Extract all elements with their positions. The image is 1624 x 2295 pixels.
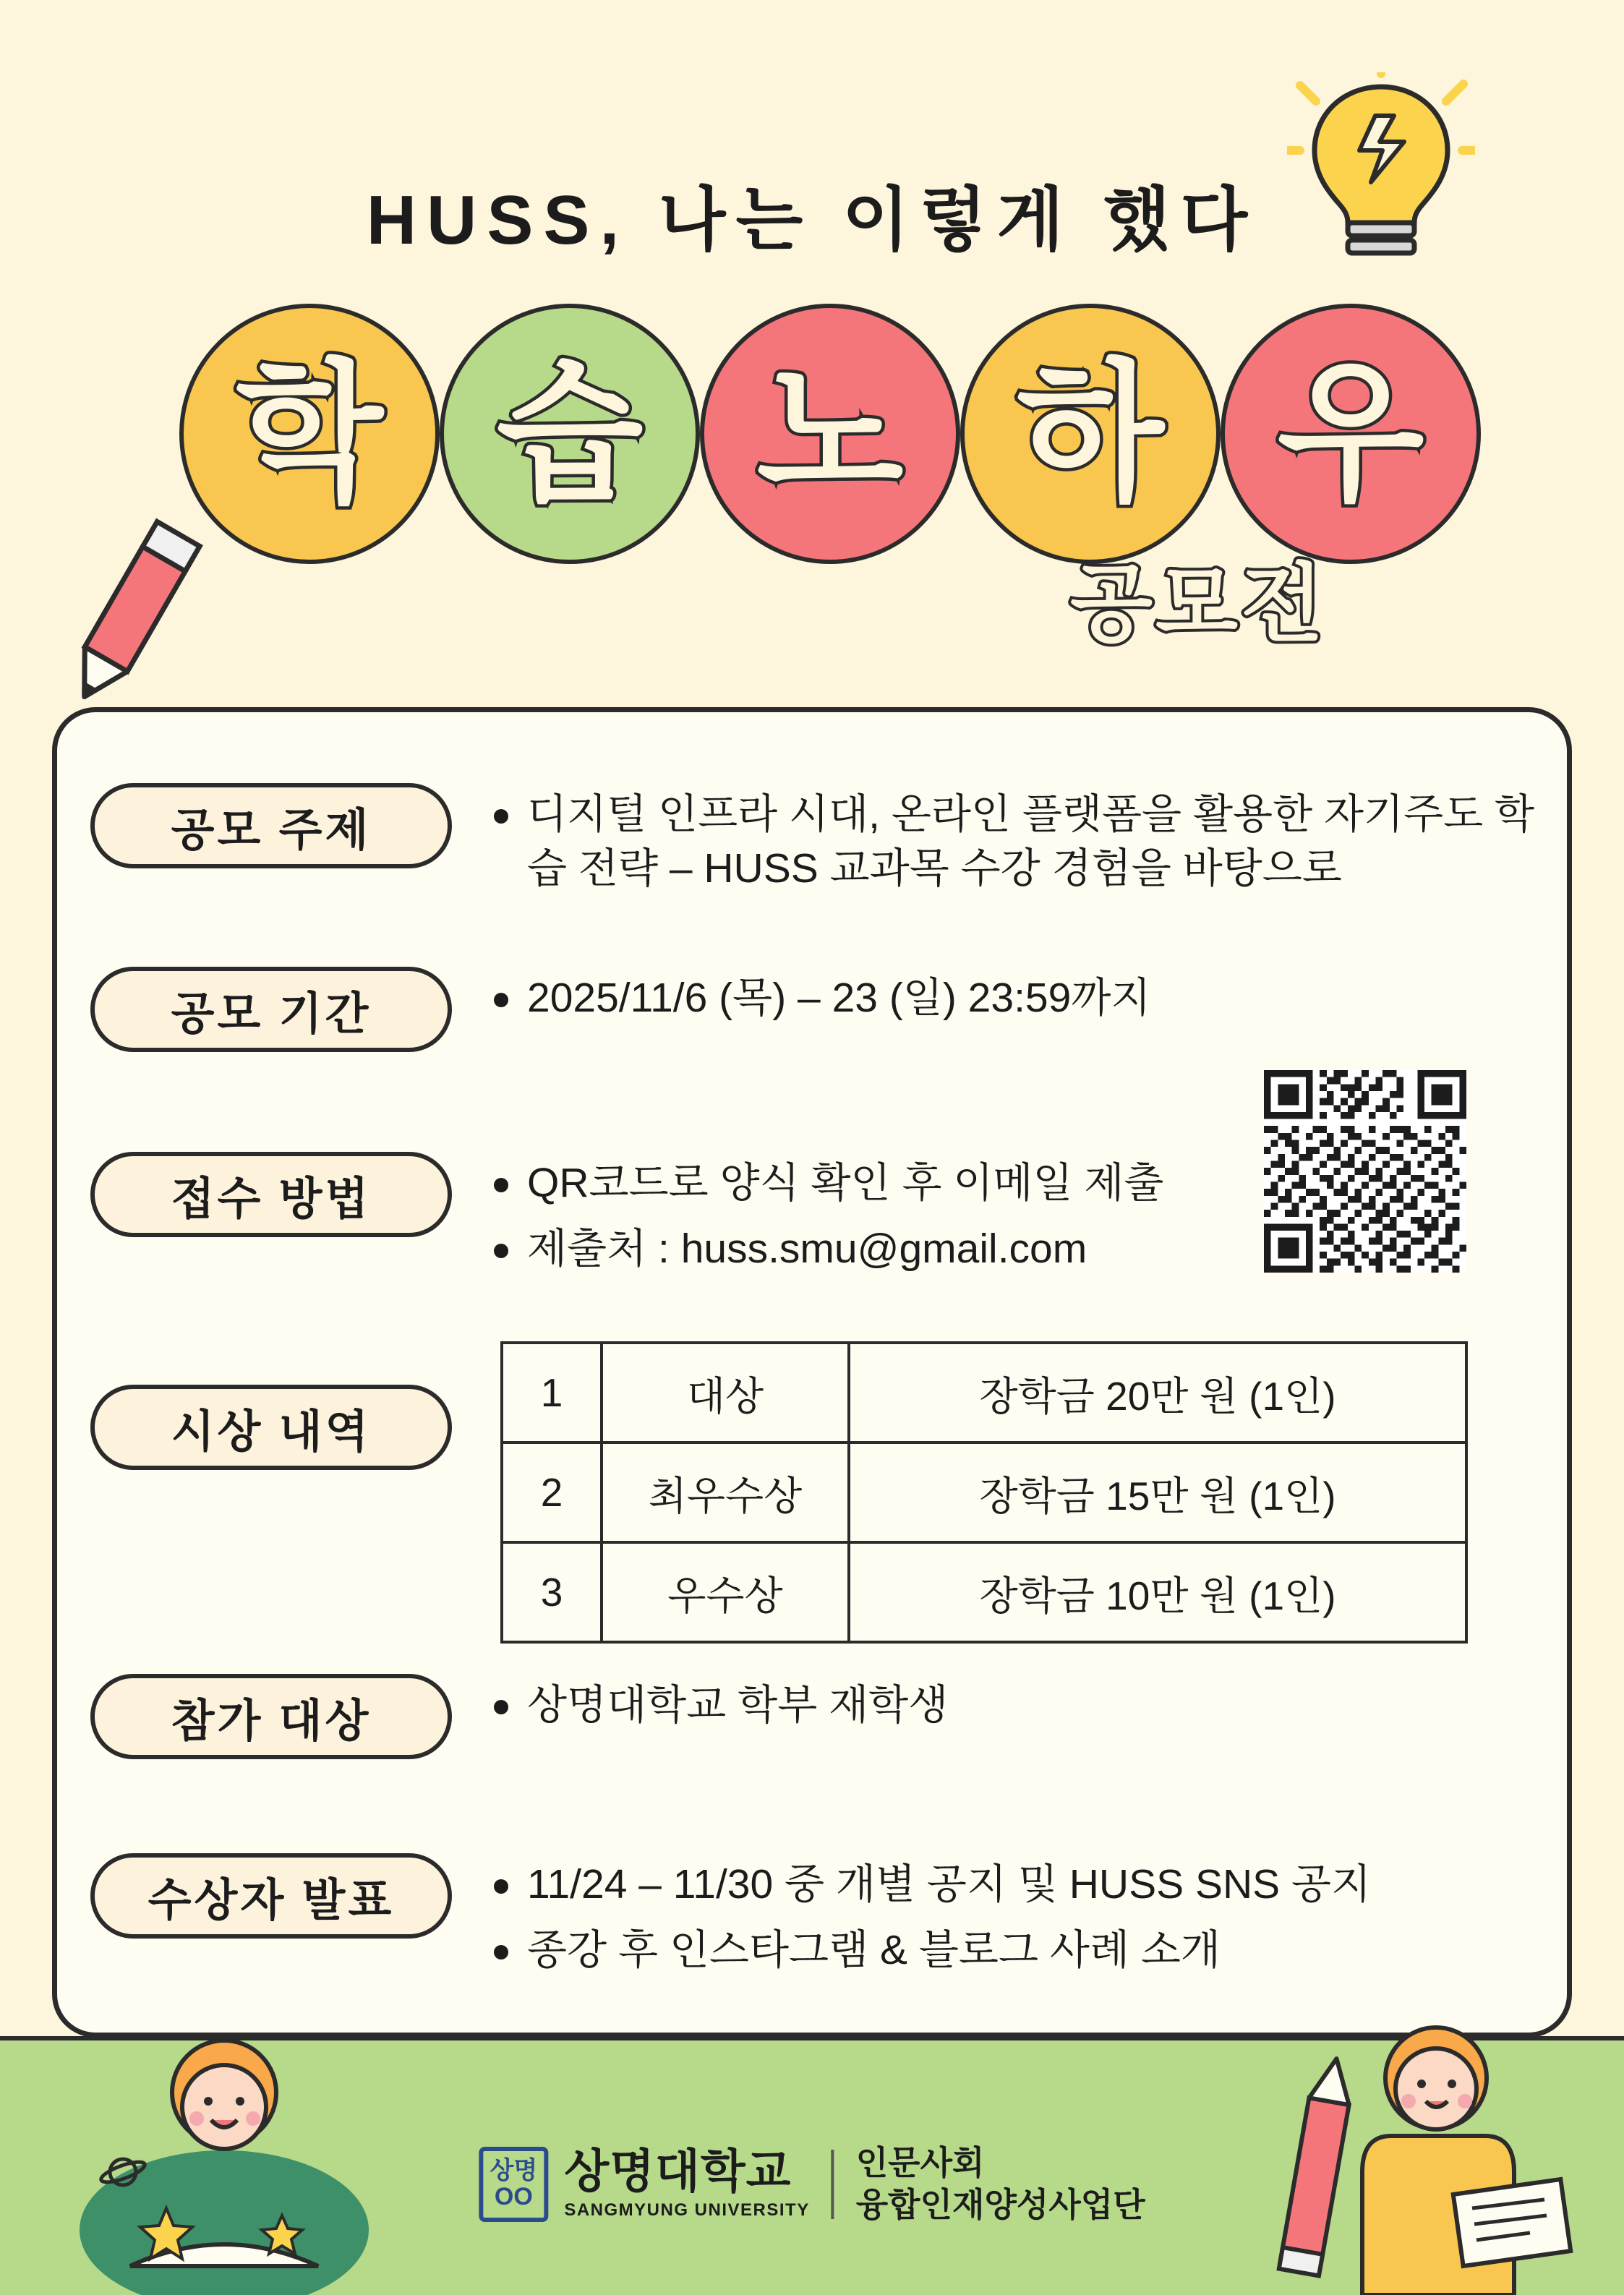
bullet-text: 2025/11/6 (목) – 23 (일) 23:59까지 <box>527 975 1151 1021</box>
bullet-dot <box>494 1945 508 1959</box>
title-letter: 학 <box>236 349 383 518</box>
university-name-ko: 상명대학교 <box>564 2145 792 2197</box>
logo-divider <box>832 2150 834 2219</box>
title-circle-5 <box>1221 304 1481 564</box>
department-line-2: 융합인재양성사업단 <box>855 2185 1145 2223</box>
qr-code[interactable] <box>1264 1070 1466 1273</box>
bullet-item <box>494 1156 1164 1210</box>
table-row <box>502 1443 1466 1542</box>
section-tag: 수상자 발표 <box>90 1853 452 1939</box>
bullet-text: 종강 후 인스타그램 & 블로그 사례 소개 <box>527 1927 1221 1974</box>
bullet-item <box>494 1222 1164 1276</box>
bullet-item <box>494 1923 1371 1978</box>
title-letter: 노 <box>756 349 904 518</box>
table-row <box>502 1542 1466 1642</box>
title-subtitle: 공모전 <box>1070 557 1326 652</box>
title-circle-2 <box>440 304 700 564</box>
section-topic <box>90 783 1539 907</box>
department-name <box>856 2142 1145 2226</box>
section-tag: 시상 내역 <box>90 1385 452 1470</box>
prize-name: 최우수상 <box>602 1443 849 1542</box>
bullet-text: QR코드로 양식 확인 후 이메일 제출 <box>527 1160 1164 1206</box>
title-circle-3 <box>700 304 960 564</box>
title-letter: 습 <box>496 349 644 518</box>
logo-mark-top: 상명 <box>490 2156 538 2184</box>
section-prizes <box>90 1385 452 1470</box>
bullet-text: 상명대학교 학부 재학생 <box>527 1682 949 1728</box>
logo-mark-icon <box>479 2147 548 2222</box>
table-row <box>502 1343 1466 1443</box>
bullet-dot <box>494 1244 508 1258</box>
page-title: HUSS, 나는 이렇게 했다 <box>366 181 1258 259</box>
section-content <box>494 783 1539 907</box>
bullet-text: 디지털 인프라 시대, 온라인 플랫폼을 활용한 자기주도 학습 전략 – HUSS 교과목 수강 경험을 바탕으로 <box>527 791 1535 892</box>
prize-rank: 3 <box>502 1542 602 1642</box>
prize-rank: 1 <box>502 1343 602 1443</box>
bullet-item <box>494 1858 1371 1912</box>
title-circles <box>0 304 1624 578</box>
title-circle-4 <box>960 304 1221 564</box>
logo-text <box>564 2145 810 2221</box>
prize-amount: 장학금 10만 원 (1인) <box>849 1542 1466 1642</box>
bullet-dot <box>494 809 508 824</box>
title-letter: 하 <box>1017 349 1164 518</box>
section-tag: 공모 기간 <box>90 967 452 1052</box>
section-content <box>494 1674 948 1744</box>
sangmyung-logo <box>479 2142 1145 2226</box>
section-announcement <box>90 1853 1371 1989</box>
prize-amount: 장학금 15만 원 (1인) <box>849 1443 1466 1542</box>
prize-name: 대상 <box>602 1343 849 1443</box>
title-circle-1 <box>179 304 440 564</box>
lightbulb-icon <box>1287 72 1475 268</box>
prize-name: 우수상 <box>602 1542 849 1642</box>
prize-rank: 2 <box>502 1443 602 1542</box>
kid-reading-illustration <box>43 1991 419 2295</box>
bullet-dot <box>494 1178 508 1192</box>
section-submission <box>90 1152 1164 1288</box>
footer <box>0 2036 1624 2295</box>
section-period <box>90 967 1150 1052</box>
logo-mark-bottom: OO <box>494 2182 533 2210</box>
section-content <box>494 1152 1164 1288</box>
section-eligibility <box>90 1674 948 1759</box>
section-tag: 참가 대상 <box>90 1674 452 1759</box>
bullet-item <box>494 971 1150 1025</box>
bullet-dot <box>494 993 508 1007</box>
bullet-text: 11/24 – 11/30 중 개별 공지 및 HUSS SNS 공지 <box>527 1861 1372 1907</box>
bullet-item <box>494 1678 948 1732</box>
bullet-text: 제출처 : huss.smu@gmail.com <box>527 1226 1087 1273</box>
bullet-item <box>494 787 1539 896</box>
section-content <box>494 1853 1371 1989</box>
section-tag: 접수 방법 <box>90 1152 452 1237</box>
department-line-1: 인문사회 <box>855 2144 985 2181</box>
kid-with-pencil-illustration <box>1219 1991 1595 2295</box>
prize-table <box>500 1341 1468 1644</box>
section-content <box>494 967 1150 1037</box>
prize-amount: 장학금 20만 원 (1인) <box>849 1343 1466 1443</box>
section-tag: 공모 주제 <box>90 783 452 868</box>
title-letter: 우 <box>1277 349 1424 518</box>
university-name-en: SANGMYUNG UNIVERSITY <box>564 2200 810 2220</box>
bullet-dot <box>494 1879 508 1894</box>
bullet-dot <box>494 1700 508 1714</box>
